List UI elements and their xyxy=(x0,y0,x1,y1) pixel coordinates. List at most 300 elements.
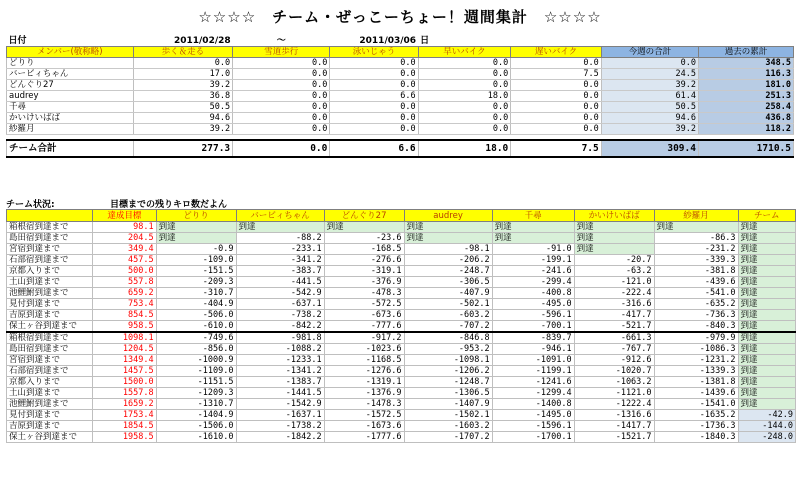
goal-row xyxy=(7,421,796,432)
distance-cell: 17.0 xyxy=(133,69,233,80)
remaining-cell: -299.4 xyxy=(492,277,574,288)
remaining-cell: -736.3 xyxy=(654,310,738,321)
goal-distance: 98.1 xyxy=(93,222,157,233)
remaining-cell: -222.4 xyxy=(574,288,654,299)
goal-row xyxy=(7,388,796,399)
remaining-cell: -231.2 xyxy=(654,244,738,255)
goal-name: 吉原到達まで xyxy=(7,310,93,321)
remaining-cell: -383.7 xyxy=(236,266,324,277)
distance-cell: 116.3 xyxy=(698,69,793,80)
distance-cell: 0.0 xyxy=(330,113,418,124)
distance-cell: 94.6 xyxy=(601,113,698,124)
remaining-cell: -1777.6 xyxy=(324,432,404,443)
member-name: 紗羅月 xyxy=(7,124,134,135)
goal-distance: 1753.4 xyxy=(93,410,157,421)
remaining-cell: -400.8 xyxy=(492,288,574,299)
remaining-cell: -1603.2 xyxy=(404,421,492,432)
distance-cell: 0.0 xyxy=(418,113,511,124)
member-row xyxy=(7,80,794,91)
distance-cell: 50.5 xyxy=(133,102,233,113)
remaining-cell: -637.1 xyxy=(236,299,324,310)
remaining-cell: -1541.0 xyxy=(654,399,738,410)
team-remaining-cell: 到達 xyxy=(738,288,795,299)
member-row xyxy=(7,69,794,80)
remaining-cell: 到達 xyxy=(156,233,236,244)
goal-distance: 753.4 xyxy=(93,299,157,310)
remaining-cell: -738.2 xyxy=(236,310,324,321)
status-header-cell: audrey xyxy=(404,210,492,222)
remaining-cell: -1404.9 xyxy=(156,410,236,421)
weekly-header-cell: 泳いじゃう xyxy=(330,47,418,58)
remaining-cell: -1306.5 xyxy=(404,388,492,399)
remaining-cell: -1542.9 xyxy=(236,399,324,410)
remaining-cell: -1231.2 xyxy=(654,355,738,366)
distance-cell: 7.5 xyxy=(511,69,601,80)
goal-distance: 557.8 xyxy=(93,277,157,288)
remaining-cell: -1299.4 xyxy=(492,388,574,399)
member-row xyxy=(7,58,794,69)
remaining-cell: 到達 xyxy=(574,222,654,233)
remaining-cell: -1381.8 xyxy=(654,377,738,388)
goal-row xyxy=(7,399,796,410)
distance-cell: 0.0 xyxy=(233,124,330,135)
remaining-cell: -1206.2 xyxy=(404,366,492,377)
remaining-cell: -953.2 xyxy=(404,344,492,355)
goal-row xyxy=(7,432,796,443)
remaining-cell: -542.9 xyxy=(236,288,324,299)
member-row xyxy=(7,102,794,113)
distance-cell: 0.0 xyxy=(418,102,511,113)
goal-name: 宮宿到達まで xyxy=(7,244,93,255)
remaining-cell: -842.2 xyxy=(236,321,324,333)
remaining-cell: -1407.9 xyxy=(404,399,492,410)
team-remaining-cell: 到達 xyxy=(738,332,795,344)
weekly-header-cell: 早いバイク xyxy=(418,47,511,58)
remaining-cell: -673.6 xyxy=(324,310,404,321)
remaining-cell: 到達 xyxy=(574,244,654,255)
goal-row xyxy=(7,244,796,255)
distance-cell: 0.0 xyxy=(418,80,511,91)
distance-cell: 39.2 xyxy=(133,124,233,135)
distance-cell: 61.4 xyxy=(601,91,698,102)
remaining-cell: -376.9 xyxy=(324,277,404,288)
weekly-header-cell: 歩く＆走る xyxy=(133,47,233,58)
remaining-cell: 到達 xyxy=(404,222,492,233)
remaining-cell: -1339.3 xyxy=(654,366,738,377)
remaining-cell: -1478.3 xyxy=(324,399,404,410)
member-row xyxy=(7,124,794,135)
remaining-cell: -439.6 xyxy=(654,277,738,288)
distance-cell: 118.2 xyxy=(698,124,793,135)
remaining-cell: -441.5 xyxy=(236,277,324,288)
sheet-title: ☆☆☆☆ チーム・ぜっこーちょー！週間集計 ☆☆☆☆ xyxy=(198,8,602,26)
goal-name: 島田宿到達まで xyxy=(7,233,93,244)
team-remaining-cell: -248.0 xyxy=(738,432,795,443)
remaining-cell: -241.6 xyxy=(492,266,574,277)
distance-cell: 0.0 xyxy=(233,69,330,80)
remaining-cell: -1840.3 xyxy=(654,432,738,443)
distance-cell: 0.0 xyxy=(330,102,418,113)
remaining-cell: -1310.7 xyxy=(156,399,236,410)
distance-cell: 0.0 xyxy=(330,80,418,91)
remaining-cell: -603.2 xyxy=(404,310,492,321)
remaining-cell: -341.2 xyxy=(236,255,324,266)
goal-row xyxy=(7,366,796,377)
remaining-cell: -316.6 xyxy=(574,299,654,310)
remaining-cell: -1383.7 xyxy=(236,377,324,388)
distance-cell: 0.0 xyxy=(418,69,511,80)
member-name: どんぐり27 xyxy=(7,80,134,91)
remaining-cell: -1572.5 xyxy=(324,410,404,421)
status-header-cell: 千尋 xyxy=(492,210,574,222)
goal-distance: 1557.8 xyxy=(93,388,157,399)
remaining-cell: -1109.0 xyxy=(156,366,236,377)
team-total-cell: 0.0 xyxy=(233,140,330,157)
date-to: 2011/03/06 xyxy=(359,35,417,46)
goal-row xyxy=(7,288,796,299)
goal-name: 保土ヶ谷到達まで xyxy=(7,432,93,443)
team-total-cell: 7.5 xyxy=(511,140,601,157)
team-total-cell: 1710.5 xyxy=(698,140,793,157)
member-name: どりり xyxy=(7,58,134,69)
weekly-header-cell: 遅いバイク xyxy=(511,47,601,58)
team-remaining-cell: 到達 xyxy=(738,244,795,255)
remaining-cell: -1209.3 xyxy=(156,388,236,399)
remaining-cell: 到達 xyxy=(404,233,492,244)
team-remaining-cell: 到達 xyxy=(738,344,795,355)
remaining-cell: -1063.2 xyxy=(574,377,654,388)
distance-cell: 0.0 xyxy=(133,58,233,69)
goal-distance: 854.5 xyxy=(93,310,157,321)
team-status-subtitle: 目標までの残りキロ数だよん xyxy=(110,200,228,210)
distance-cell: 0.0 xyxy=(418,124,511,135)
remaining-cell: -1121.0 xyxy=(574,388,654,399)
remaining-cell: -339.3 xyxy=(654,255,738,266)
remaining-cell: -1441.5 xyxy=(236,388,324,399)
weekly-header-row xyxy=(7,47,794,58)
remaining-cell: -1736.3 xyxy=(654,421,738,432)
remaining-cell: -917.2 xyxy=(324,332,404,344)
remaining-cell: -1502.1 xyxy=(404,410,492,421)
remaining-cell: -981.8 xyxy=(236,332,324,344)
team-total-cell: 309.4 xyxy=(601,140,698,157)
remaining-cell: -1417.7 xyxy=(574,421,654,432)
remaining-cell: -121.0 xyxy=(574,277,654,288)
remaining-cell: -1610.0 xyxy=(156,432,236,443)
goal-row xyxy=(7,255,796,266)
remaining-cell: -109.0 xyxy=(156,255,236,266)
remaining-cell: -700.1 xyxy=(492,321,574,333)
remaining-cell: -1222.4 xyxy=(574,399,654,410)
team-remaining-cell: 到達 xyxy=(738,310,795,321)
remaining-cell: 到達 xyxy=(654,222,738,233)
remaining-cell: 到達 xyxy=(236,222,324,233)
team-total-cell: 18.0 xyxy=(418,140,511,157)
goal-distance: 349.4 xyxy=(93,244,157,255)
remaining-cell: -1319.1 xyxy=(324,377,404,388)
status-header-cell: どんぐり27 xyxy=(324,210,404,222)
remaining-cell: 到達 xyxy=(156,222,236,233)
distance-cell: 0.0 xyxy=(330,58,418,69)
remaining-cell: -98.1 xyxy=(404,244,492,255)
remaining-cell: -1341.2 xyxy=(236,366,324,377)
remaining-cell: -1495.0 xyxy=(492,410,574,421)
goal-remaining-table xyxy=(6,209,796,443)
goal-row xyxy=(7,377,796,388)
distance-cell: 39.2 xyxy=(601,124,698,135)
goal-name: 池鯉鮒到達まで xyxy=(7,288,93,299)
remaining-cell: -276.6 xyxy=(324,255,404,266)
goal-row xyxy=(7,355,796,366)
remaining-cell: 到達 xyxy=(324,222,404,233)
team-remaining-cell: -144.0 xyxy=(738,421,795,432)
remaining-cell: -86.3 xyxy=(654,233,738,244)
remaining-cell: -1248.7 xyxy=(404,377,492,388)
remaining-cell: -1091.0 xyxy=(492,355,574,366)
remaining-cell: -946.1 xyxy=(492,344,574,355)
remaining-cell: -707.2 xyxy=(404,321,492,333)
distance-cell: 36.8 xyxy=(133,91,233,102)
remaining-cell: -1376.9 xyxy=(324,388,404,399)
team-status-label: チーム状況: xyxy=(6,200,55,210)
goal-distance: 1854.5 xyxy=(93,421,157,432)
weekly-header-cell: 過去の累計 xyxy=(698,47,793,58)
remaining-cell: -1086.3 xyxy=(654,344,738,355)
remaining-cell: -521.7 xyxy=(574,321,654,333)
goal-row xyxy=(7,310,796,321)
remaining-cell: -610.0 xyxy=(156,321,236,333)
distance-cell: 0.0 xyxy=(233,58,330,69)
remaining-cell: -206.2 xyxy=(404,255,492,266)
remaining-cell: -1842.2 xyxy=(236,432,324,443)
remaining-cell: -404.9 xyxy=(156,299,236,310)
status-header-cell: かいけいばば xyxy=(574,210,654,222)
goal-name: 箱根宿到達まで xyxy=(7,332,93,344)
distance-cell: 251.3 xyxy=(698,91,793,102)
goal-name: 京都入りまで xyxy=(7,377,93,388)
remaining-cell: -319.1 xyxy=(324,266,404,277)
weekly-header-cell: 雪道歩行 xyxy=(233,47,330,58)
goal-name: 宮宿到達まで xyxy=(7,355,93,366)
goal-distance: 1457.5 xyxy=(93,366,157,377)
remaining-cell: -749.6 xyxy=(156,332,236,344)
remaining-cell: -1199.1 xyxy=(492,366,574,377)
remaining-cell: -777.6 xyxy=(324,321,404,333)
member-name: バービィちゃん xyxy=(7,69,134,80)
date-from: 2011/02/28 xyxy=(173,35,231,46)
remaining-cell: -417.7 xyxy=(574,310,654,321)
date-tilde: ～ xyxy=(276,35,286,46)
team-total-label: チーム合計 xyxy=(7,140,134,157)
remaining-cell: -1439.6 xyxy=(654,388,738,399)
goal-row xyxy=(7,299,796,310)
member-row xyxy=(7,91,794,102)
remaining-cell: -381.8 xyxy=(654,266,738,277)
goal-name: 池鯉鮒到達まで xyxy=(7,399,93,410)
distance-cell: 0.0 xyxy=(511,58,601,69)
distance-cell: 0.0 xyxy=(511,91,601,102)
distance-cell: 24.5 xyxy=(601,69,698,80)
goal-name: 京都入りまで xyxy=(7,266,93,277)
goal-name: 石部宿到達まで xyxy=(7,255,93,266)
remaining-cell: -1020.7 xyxy=(574,366,654,377)
remaining-cell: -1506.0 xyxy=(156,421,236,432)
goal-distance: 1098.1 xyxy=(93,332,157,344)
remaining-cell: -1000.9 xyxy=(156,355,236,366)
team-remaining-cell: 到達 xyxy=(738,266,795,277)
status-header-cell: 紗羅月 xyxy=(654,210,738,222)
goal-distance: 1500.0 xyxy=(93,377,157,388)
distance-cell: 0.0 xyxy=(233,113,330,124)
status-header-cell: バービィちゃん xyxy=(236,210,324,222)
date-row xyxy=(7,35,794,47)
remaining-cell: -1700.1 xyxy=(492,432,574,443)
goal-name: 見付到達まで xyxy=(7,410,93,421)
goal-row xyxy=(7,222,796,233)
distance-cell: 0.0 xyxy=(511,124,601,135)
goal-row xyxy=(7,277,796,288)
remaining-cell: -1088.2 xyxy=(236,344,324,355)
distance-cell: 50.5 xyxy=(601,102,698,113)
status-header-cell: 達成目標 xyxy=(93,210,157,222)
goal-row xyxy=(7,233,796,244)
team-total-cell: 6.6 xyxy=(330,140,418,157)
remaining-cell: -495.0 xyxy=(492,299,574,310)
distance-cell: 0.0 xyxy=(233,102,330,113)
goal-distance: 1349.4 xyxy=(93,355,157,366)
goal-row xyxy=(7,344,796,355)
team-remaining-cell: 到達 xyxy=(738,233,795,244)
remaining-cell: -168.5 xyxy=(324,244,404,255)
remaining-cell: -596.1 xyxy=(492,310,574,321)
distance-cell: 18.0 xyxy=(418,91,511,102)
remaining-cell: -1637.1 xyxy=(236,410,324,421)
distance-cell: 0.0 xyxy=(233,80,330,91)
team-remaining-cell: 到達 xyxy=(738,366,795,377)
remaining-cell: -199.1 xyxy=(492,255,574,266)
goal-distance: 457.5 xyxy=(93,255,157,266)
date-label: 日付 xyxy=(8,35,27,46)
remaining-cell: -91.0 xyxy=(492,244,574,255)
remaining-cell: -1738.2 xyxy=(236,421,324,432)
remaining-cell: -1276.6 xyxy=(324,366,404,377)
remaining-cell: -1400.8 xyxy=(492,399,574,410)
remaining-cell: -1233.1 xyxy=(236,355,324,366)
remaining-cell: -1316.6 xyxy=(574,410,654,421)
remaining-cell: -912.6 xyxy=(574,355,654,366)
remaining-cell: -1673.6 xyxy=(324,421,404,432)
remaining-cell: -306.5 xyxy=(404,277,492,288)
remaining-cell: -1168.5 xyxy=(324,355,404,366)
team-remaining-cell: 到達 xyxy=(738,399,795,410)
date-day: 日 xyxy=(420,35,430,46)
remaining-cell: -407.9 xyxy=(404,288,492,299)
remaining-cell: -1098.1 xyxy=(404,355,492,366)
distance-cell: 0.0 xyxy=(511,80,601,91)
goal-name: 保土ヶ谷到達まで xyxy=(7,321,93,333)
remaining-cell: -979.9 xyxy=(654,332,738,344)
distance-cell: 0.0 xyxy=(330,69,418,80)
distance-cell: 0.0 xyxy=(418,58,511,69)
team-total-cell: 277.3 xyxy=(133,140,233,157)
team-total-row xyxy=(7,140,794,157)
remaining-cell: -209.3 xyxy=(156,277,236,288)
status-header-cell xyxy=(7,210,93,222)
remaining-cell: -20.7 xyxy=(574,255,654,266)
goal-name: 土山到達まで xyxy=(7,277,93,288)
remaining-cell: -541.0 xyxy=(654,288,738,299)
goal-distance: 1204.5 xyxy=(93,344,157,355)
goal-name: 吉原到達まで xyxy=(7,421,93,432)
distance-cell: 39.2 xyxy=(133,80,233,91)
goal-name: 箱根宿到達まで xyxy=(7,222,93,233)
remaining-cell: 到達 xyxy=(574,233,654,244)
member-row xyxy=(7,113,794,124)
team-remaining-cell: 到達 xyxy=(738,222,795,233)
distance-cell: 348.5 xyxy=(698,58,793,69)
remaining-cell: -233.1 xyxy=(236,244,324,255)
remaining-cell: -661.3 xyxy=(574,332,654,344)
remaining-cell: -572.5 xyxy=(324,299,404,310)
remaining-cell: -1023.6 xyxy=(324,344,404,355)
remaining-cell: -0.9 xyxy=(156,244,236,255)
team-remaining-cell: 到達 xyxy=(738,277,795,288)
goal-row xyxy=(7,321,796,333)
distance-cell: 0.0 xyxy=(601,58,698,69)
distance-cell: 0.0 xyxy=(511,102,601,113)
team-remaining-cell: 到達 xyxy=(738,321,795,333)
distance-cell: 258.4 xyxy=(698,102,793,113)
remaining-cell: 到達 xyxy=(492,222,574,233)
weekly-header-cell: 今週の合計 xyxy=(601,47,698,58)
goal-row xyxy=(7,332,796,344)
weekly-summary-table xyxy=(6,35,794,158)
remaining-cell: -1596.1 xyxy=(492,421,574,432)
remaining-cell: -1151.5 xyxy=(156,377,236,388)
goal-row xyxy=(7,266,796,277)
goal-distance: 659.2 xyxy=(93,288,157,299)
distance-cell: 39.2 xyxy=(601,80,698,91)
team-remaining-cell: 到達 xyxy=(738,377,795,388)
remaining-cell: -151.5 xyxy=(156,266,236,277)
goal-distance: 1958.5 xyxy=(93,432,157,443)
team-remaining-cell: 到達 xyxy=(738,299,795,310)
weekly-header-cell: メンバー(敬称略) xyxy=(7,47,134,58)
distance-cell: 436.8 xyxy=(698,113,793,124)
distance-cell: 0.0 xyxy=(330,124,418,135)
distance-cell: 0.0 xyxy=(233,91,330,102)
remaining-cell: -1635.2 xyxy=(654,410,738,421)
goal-row xyxy=(7,410,796,421)
status-header-cell: チーム xyxy=(738,210,795,222)
status-header-cell: どりり xyxy=(156,210,236,222)
status-header-row xyxy=(7,210,796,222)
remaining-cell: -846.8 xyxy=(404,332,492,344)
member-name: かいけいばば xyxy=(7,113,134,124)
remaining-cell: -1241.6 xyxy=(492,377,574,388)
member-name: audrey xyxy=(7,91,134,102)
remaining-cell: -506.0 xyxy=(156,310,236,321)
remaining-cell: -839.7 xyxy=(492,332,574,344)
remaining-cell: -1521.7 xyxy=(574,432,654,443)
goal-name: 見付到達まで xyxy=(7,299,93,310)
team-remaining-cell: -42.9 xyxy=(738,410,795,421)
goal-distance: 204.5 xyxy=(93,233,157,244)
goal-name: 土山到達まで xyxy=(7,388,93,399)
remaining-cell: -502.1 xyxy=(404,299,492,310)
remaining-cell: -856.0 xyxy=(156,344,236,355)
team-remaining-cell: 到達 xyxy=(738,388,795,399)
